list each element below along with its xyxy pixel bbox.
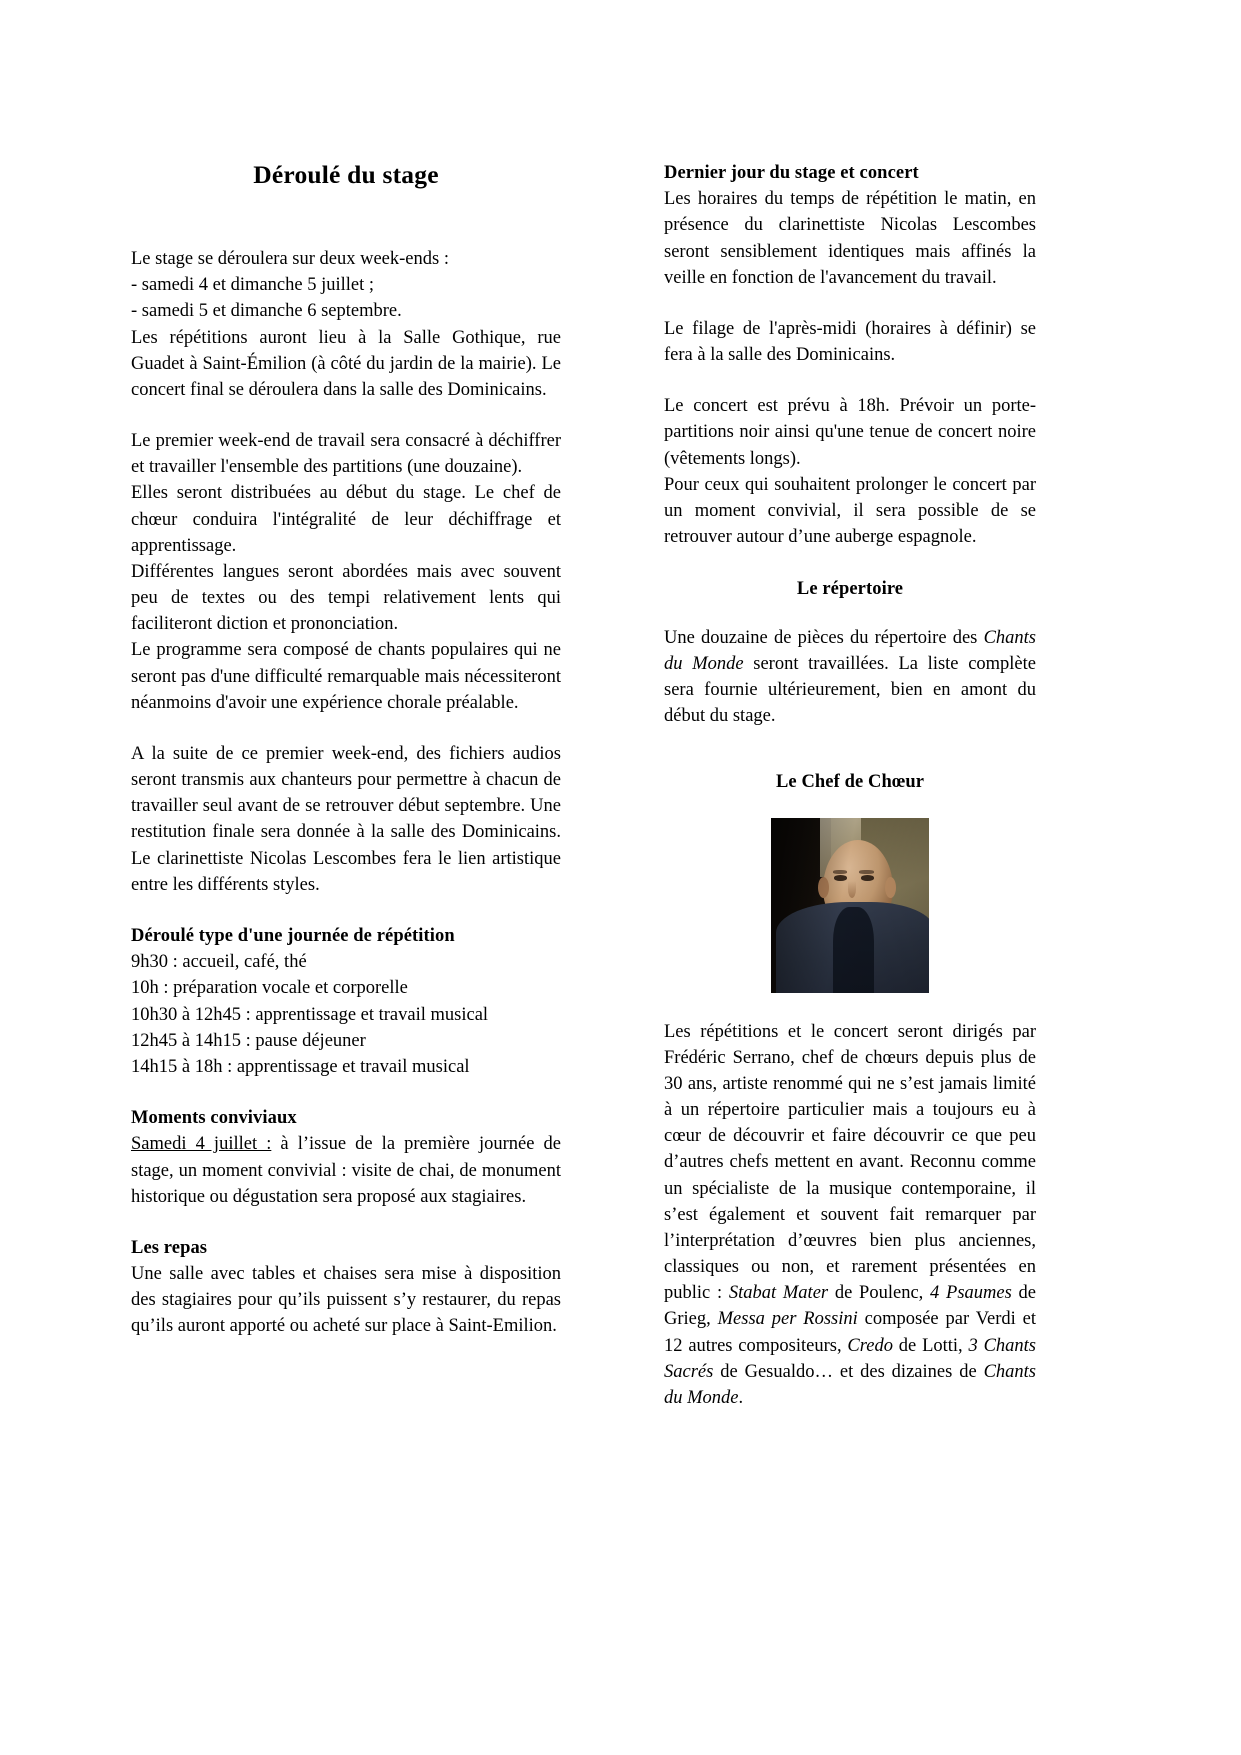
conviviality-heading: Moments conviviaux bbox=[131, 1108, 297, 1129]
intro-line-2: - samedi 4 et dimanche 5 juillet ; bbox=[131, 275, 375, 296]
schedule-item: 14h15 à 18h : apprentissage et travail musical bbox=[131, 1056, 470, 1077]
last-day-paragraph-1: Les horaires du temps de répétition le matin, en présence du clarinettiste Nicolas Lescombes seront sensiblement identiques mais affinés la veille en fonction de l'avancement du travail. bbox=[664, 189, 1036, 288]
page-title: Déroulé du stage bbox=[253, 160, 439, 189]
schedule-item: 12h45 à 14h15 : pause déjeuner bbox=[131, 1030, 366, 1051]
work-title-credo: Credo bbox=[847, 1335, 893, 1356]
schedule-item: 9h30 : accueil, café, thé bbox=[131, 952, 307, 973]
work-title-messa-per-rossini: Messa per Rossini bbox=[717, 1309, 858, 1330]
choir-director-heading: Le Chef de Chœur bbox=[775, 772, 925, 793]
conviviality-date: Samedi 4 juillet : bbox=[131, 1134, 272, 1155]
portrait-brow-left bbox=[833, 870, 847, 874]
after-weekend-paragraph: A la suite de ce premier week-end, des fichiers audios seront transmis aux chanteurs pour permettre à chacun de travailler seul avant de se retrouver début septembre. Une restitution finale sera donnée à la salle des Dominicains. Le clarinettiste Nicolas Lescombes fera le lien artistique entre les différents styles. bbox=[131, 743, 561, 895]
bio-text-3: de Grieg, bbox=[664, 1283, 1036, 1330]
schedule-item: 10h : préparation vocale et corporelle bbox=[131, 978, 408, 999]
first-weekend-paragraph-1: Le premier week-end de travail sera consacré à déchiffrer et travailler l'ensemble des partitions (une douzaine). bbox=[131, 431, 561, 478]
last-day-paragraph-2: Le filage de l'après-midi (horaires à définir) se fera à la salle des Dominicains. bbox=[664, 318, 1036, 366]
two-column-layout bbox=[131, 160, 1123, 1560]
last-day-paragraph-4: Pour ceux qui souhaitent prolonger le concert par un moment convivial, il sera possible de se retrouver autour d’une auberge espagnole. bbox=[664, 474, 1036, 548]
conviviality-paragraph bbox=[131, 1131, 561, 1210]
schedule-item: 10h30 à 12h45 : apprentissage et travail musical bbox=[131, 1004, 489, 1025]
meals-heading: Les repas bbox=[131, 1237, 208, 1258]
repertoire-heading: Le répertoire bbox=[796, 579, 904, 600]
last-day-heading: Dernier jour du stage et concert bbox=[664, 163, 919, 183]
choir-director-photo-wrapper bbox=[664, 818, 1036, 993]
bio-text-6: de Gesualdo… et des dizaines de bbox=[713, 1361, 984, 1382]
portrait-photo bbox=[771, 818, 929, 993]
bio-text-7: . bbox=[738, 1387, 744, 1408]
repertoire-italic-title: Chants du Monde bbox=[664, 627, 1036, 674]
intro-venue-paragraph: Les répétitions auront lieu à la Salle Gothique, rue Guadet à Saint-Émilion (à côté du jardin de la mairie). Le concert final se déroulera dans la salle des Dominicains. bbox=[131, 327, 561, 400]
first-weekend-paragraph-3: Différentes langues seront abordées mais avec souvent peu de textes ou des tempi relativement lents qui faciliteront diction et prononciation. bbox=[131, 561, 561, 635]
portrait-eye-left bbox=[834, 875, 847, 880]
right-column bbox=[664, 160, 1036, 1560]
intro-line-1: Le stage se déroulera sur deux week-ends : bbox=[131, 249, 449, 269]
daily-schedule-heading: Déroulé type d'une journée de répétition bbox=[131, 925, 455, 946]
bio-text-2: de Poulenc, bbox=[828, 1283, 931, 1304]
portrait-brow-right bbox=[859, 870, 873, 874]
meals-paragraph: Une salle avec tables et chaises sera mise à disposition des stagiaires pour qu’ils puissent s’y restaurer, du repas qu’ils auront apporté ou acheté sur place à Saint-Emilion. bbox=[131, 1264, 561, 1337]
last-day-paragraph-3: Le concert est prévu à 18h. Prévoir un porte-partitions noir ainsi qu'une tenue de concert noire (vêtements longs). bbox=[664, 396, 1036, 469]
work-title-chants-du-monde: Chants du Monde bbox=[664, 1361, 1036, 1408]
choir-director-bio bbox=[664, 1019, 1036, 1412]
left-column bbox=[131, 160, 561, 1560]
portrait-ear-right bbox=[885, 877, 896, 898]
work-title-3-chants-sacres: 3 Chants Sacrés bbox=[664, 1335, 1036, 1382]
first-weekend-paragraph-2: Elles seront distribuées au début du stage. Le chef de chœur conduira l'intégralité de leur déchiffrage et apprentissage. bbox=[131, 483, 561, 556]
conviviality-text: à l’issue de la première journée de stage, un moment convivial : visite de chai, de monument historique ou dégustation sera proposé aux stagiaires. bbox=[131, 1134, 561, 1207]
portrait-eye-right bbox=[861, 875, 874, 880]
bio-text-4: composée par Verdi et 12 autres compositeurs, bbox=[664, 1309, 1036, 1356]
repertoire-text-before: Une douzaine de pièces du répertoire des bbox=[664, 627, 984, 648]
first-weekend-paragraph-4: Le programme sera composé de chants populaires qui ne seront pas d'une difficulté remarquable mais nécessiteront néanmoins d'avoir une expérience chorale préalable. bbox=[131, 640, 561, 713]
portrait-torso bbox=[776, 902, 929, 993]
repertoire-text-after: seront travaillées. La liste complète sera fournie ultérieurement, bien en amont du début du stage. bbox=[664, 653, 1036, 727]
work-title-stabat-mater: Stabat Mater bbox=[728, 1283, 829, 1304]
repertoire-paragraph bbox=[664, 625, 1036, 730]
bio-text-5: de Lotti, bbox=[892, 1335, 969, 1356]
intro-line-3: - samedi 5 et dimanche 6 septembre. bbox=[131, 301, 402, 322]
bio-text-1: Les répétitions et le concert seront dirigés par Frédéric Serrano, chef de chœurs depuis plus de 30 ans, artiste renommé qui ne s’est jamais limité à un répertoire particulier mais a toujours eu à cœur de découvrir et faire découvrir ce que peu d’autres chefs mettent en avant. Reconnu comme un spécialiste de la musique contemporaine, il s’est également et souvent fait remarquer par l’interprétation d’œuvres bien plus anciennes, classiques ou non, et rarement présentées en public : bbox=[664, 1021, 1036, 1304]
work-title-4-psaumes: 4 Psaumes bbox=[930, 1283, 1012, 1304]
